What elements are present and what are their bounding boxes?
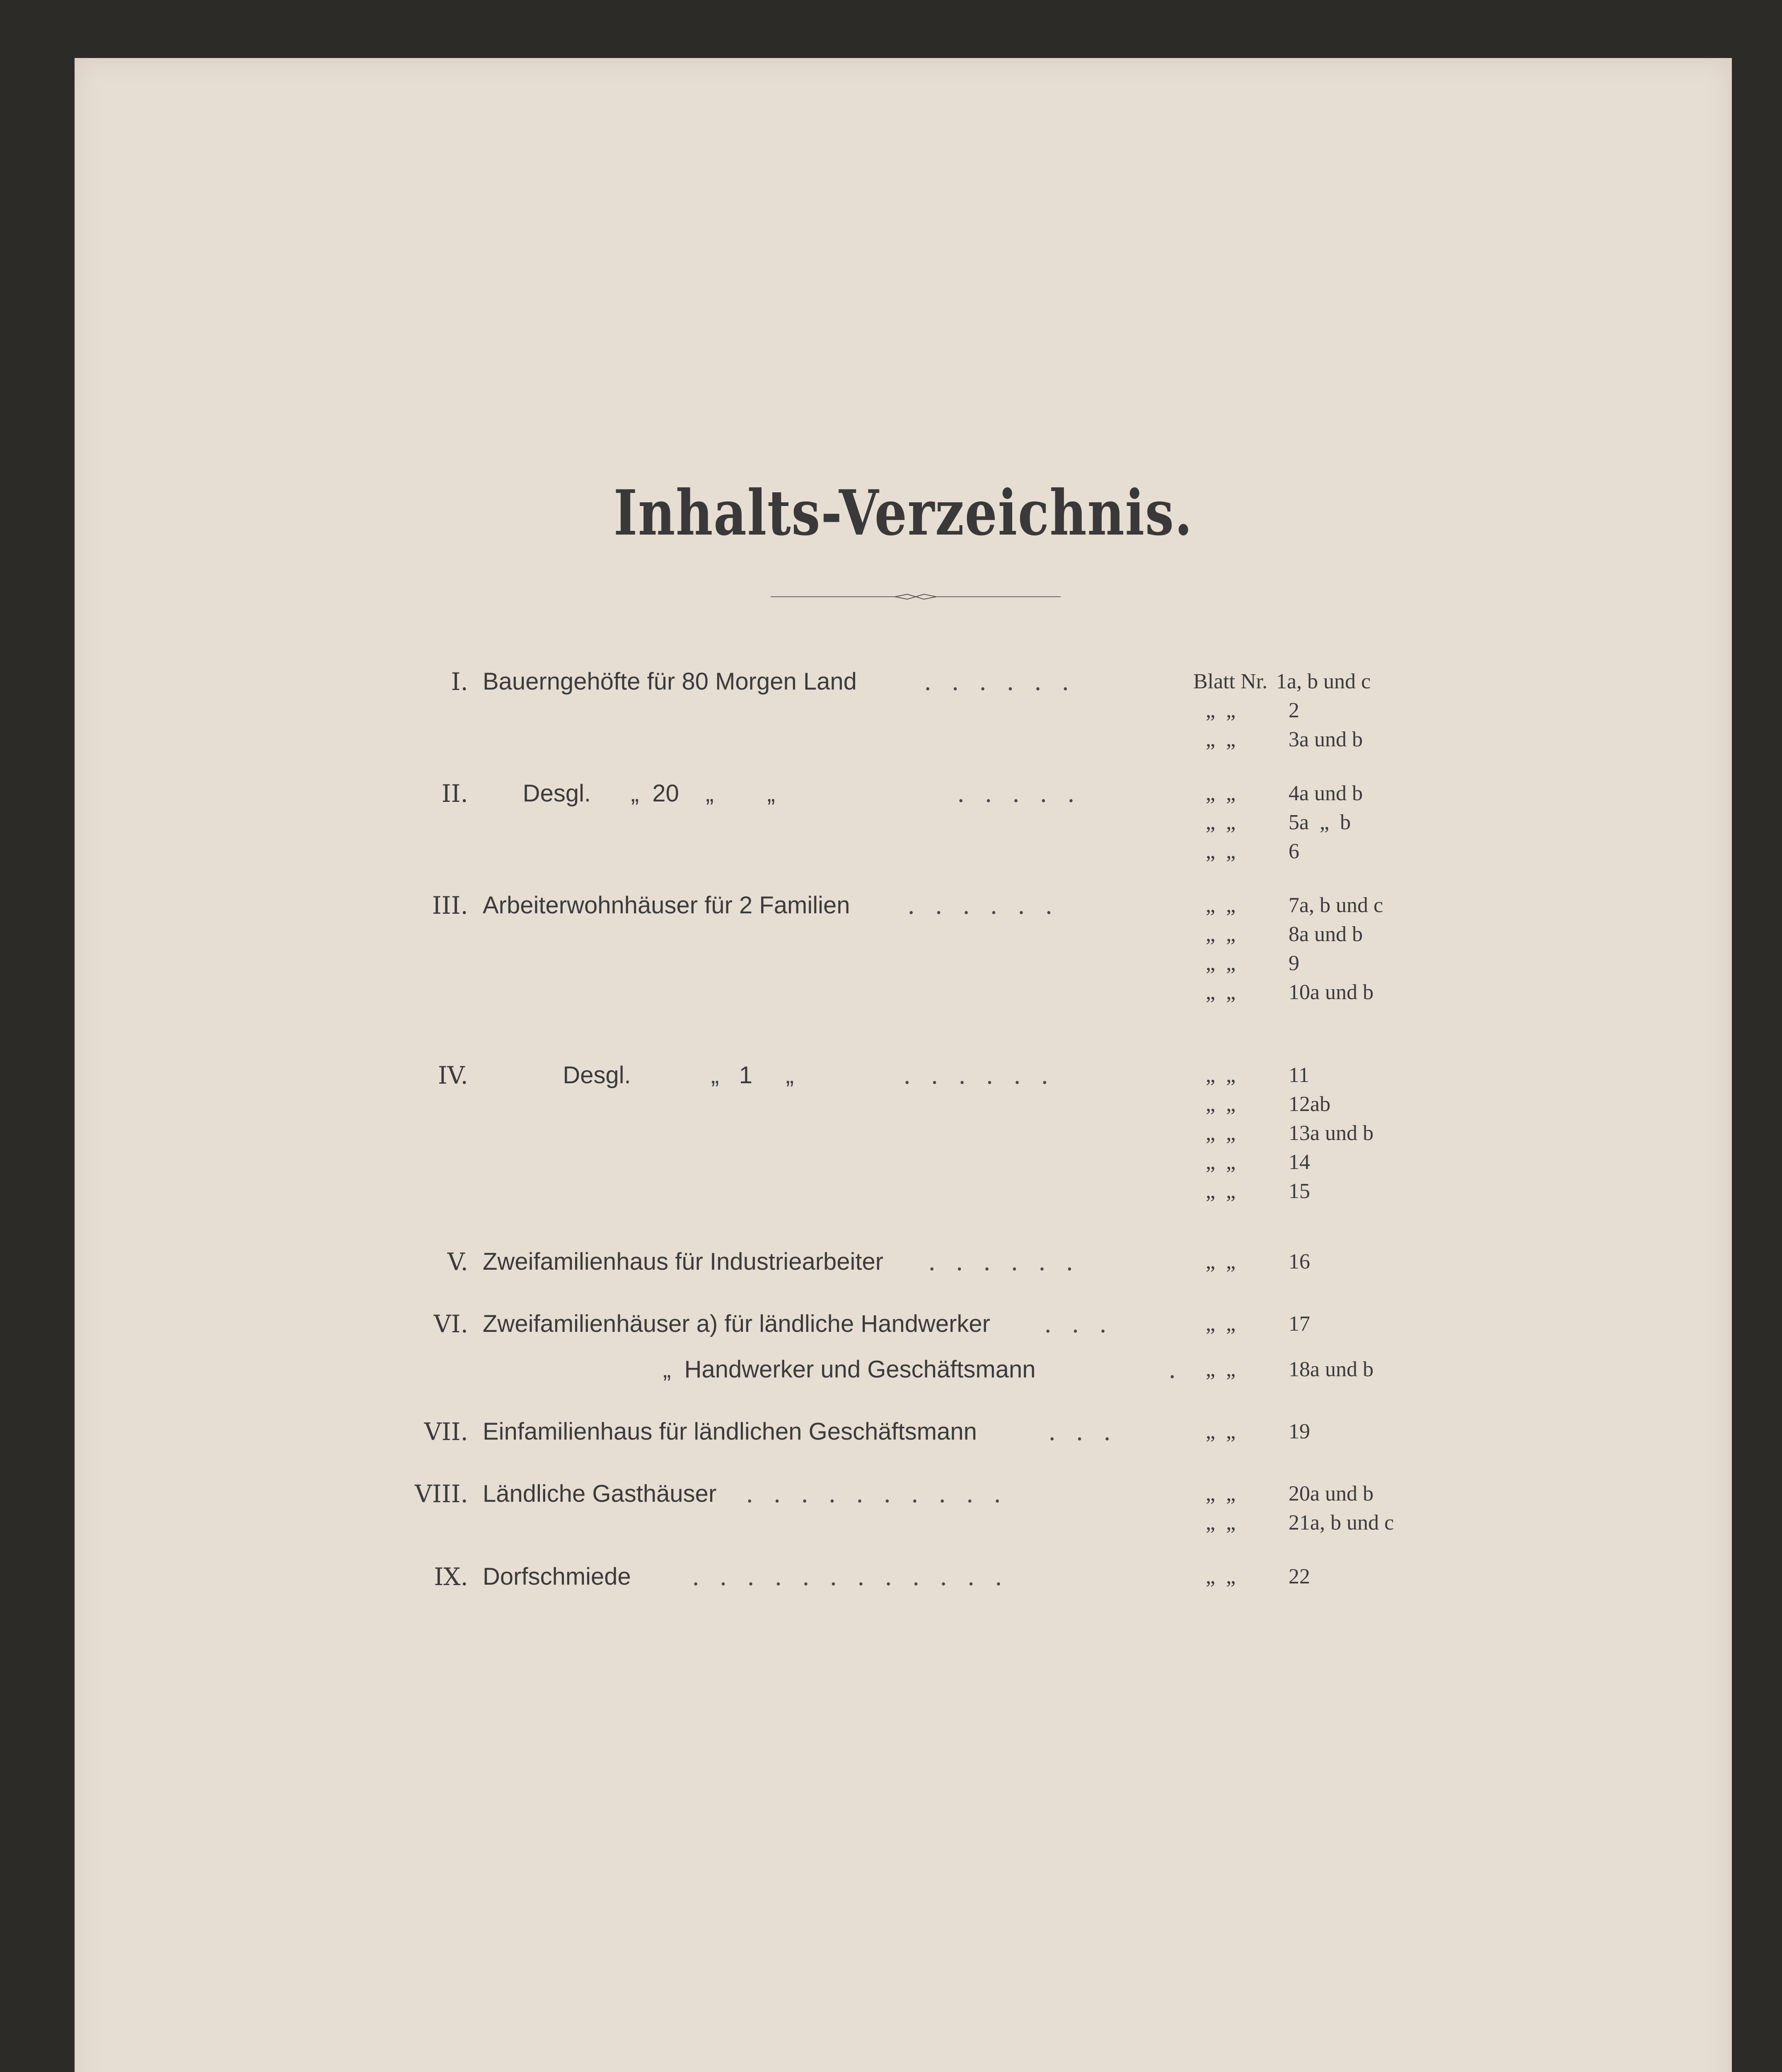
sheet-reference-prefix: Blatt Nr. bbox=[1193, 670, 1268, 693]
toc-numeral: VI. bbox=[433, 1310, 468, 1338]
sheet-reference-prefix: „ „ bbox=[1206, 1092, 1236, 1116]
sheet-reference-prefix: „ „ bbox=[1206, 1312, 1236, 1336]
sheet-reference-prefix: „ „ bbox=[1206, 951, 1236, 975]
sheet-reference-prefix: „ „ bbox=[1206, 980, 1236, 1004]
toc-numeral: II. bbox=[441, 779, 468, 808]
sheet-number: 12ab bbox=[1289, 1092, 1331, 1116]
sheet-number: 15 bbox=[1289, 1179, 1310, 1203]
sheet-reference bbox=[1193, 1508, 1566, 1537]
sheet-number: 9 bbox=[1289, 951, 1299, 975]
sheet-reference-prefix: „ „ bbox=[1206, 1179, 1236, 1203]
table-of-contents bbox=[75, 58, 1732, 2072]
sheet-number: 17 bbox=[1289, 1312, 1310, 1336]
sheet-reference-prefix: „ „ bbox=[1206, 728, 1236, 751]
toc-entry-title: Zweifamilienhäuser a) für ländliche Handwerker bbox=[483, 1310, 990, 1337]
sheet-reference bbox=[1193, 1562, 1566, 1591]
sheet-reference bbox=[1193, 1310, 1566, 1339]
sheet-reference bbox=[1193, 1148, 1566, 1177]
dot-leader: . bbox=[1168, 1356, 1196, 1384]
toc-numeral: III. bbox=[432, 891, 468, 920]
dot-leader: ..... bbox=[957, 779, 1095, 808]
sheet-reference-prefix: „ „ bbox=[1206, 1250, 1236, 1273]
sheet-reference bbox=[1193, 1355, 1566, 1384]
sheet-number: 22 bbox=[1289, 1565, 1310, 1588]
sheet-number: 8a und b bbox=[1289, 922, 1363, 946]
sheet-number: 2 bbox=[1289, 699, 1299, 722]
sheet-reference bbox=[1193, 725, 1566, 754]
sheet-reference bbox=[1193, 837, 1566, 866]
dot-leader: ... bbox=[1048, 1418, 1131, 1446]
toc-numeral: V. bbox=[447, 1248, 468, 1276]
sheet-number: 19 bbox=[1289, 1420, 1310, 1443]
toc-entry-title: Zweifamilienhaus für Industriearbeiter bbox=[483, 1248, 884, 1275]
toc-entry-title: Bauerngehöfte für 80 Morgen Land bbox=[483, 668, 857, 695]
toc-numeral: I. bbox=[451, 668, 468, 696]
dot-leader: ...... bbox=[924, 668, 1089, 696]
dot-leader: ...... bbox=[903, 1061, 1069, 1089]
sheet-reference-prefix: „ „ bbox=[1206, 811, 1236, 834]
sheet-reference bbox=[1193, 1479, 1566, 1508]
sheet-reference bbox=[1193, 1119, 1566, 1148]
sheet-reference bbox=[1193, 1417, 1566, 1446]
sheet-number: 21a, b und c bbox=[1289, 1511, 1394, 1535]
dot-leader: ............ bbox=[692, 1563, 1023, 1591]
sheet-reference-prefix: „ „ bbox=[1206, 1063, 1236, 1087]
toc-entry-title: Desgl. „ 1 „ bbox=[483, 1062, 794, 1089]
sheet-number: 11 bbox=[1289, 1063, 1310, 1087]
sheet-number: 3a und b bbox=[1289, 728, 1363, 751]
sheet-number: 13a und b bbox=[1289, 1121, 1374, 1145]
dot-leader: .......... bbox=[746, 1480, 1021, 1508]
sheet-number: 16 bbox=[1289, 1250, 1310, 1273]
sheet-number: 4a und b bbox=[1289, 782, 1363, 805]
toc-numeral: IV. bbox=[438, 1061, 468, 1089]
sheet-number: 7a, b und c bbox=[1289, 893, 1383, 917]
page-sheet bbox=[75, 58, 1732, 2072]
sheet-reference bbox=[1193, 920, 1566, 949]
sheet-number: 1a, b und c bbox=[1276, 670, 1371, 693]
sheet-number: 14 bbox=[1289, 1150, 1310, 1174]
sheet-reference-prefix: „ „ bbox=[1206, 1565, 1236, 1588]
page-title: Inhalts-Verzeichnis. bbox=[613, 477, 1193, 549]
sheet-reference-prefix: „ „ bbox=[1206, 1358, 1236, 1381]
sheet-reference bbox=[1193, 978, 1566, 1007]
sheet-number: 6 bbox=[1289, 840, 1299, 863]
sheet-reference-prefix: „ „ bbox=[1206, 840, 1236, 863]
sheet-reference bbox=[1193, 1090, 1566, 1119]
sheet-number: 10a und b bbox=[1289, 980, 1374, 1004]
sheet-reference-prefix: „ „ bbox=[1206, 1150, 1236, 1174]
sheet-reference-prefix: „ „ bbox=[1206, 699, 1236, 722]
toc-numeral: VII. bbox=[424, 1418, 468, 1446]
sheet-reference bbox=[1193, 891, 1566, 920]
toc-numeral: IX. bbox=[434, 1563, 468, 1591]
toc-entry-title: Dorfschmiede bbox=[483, 1563, 631, 1590]
sheet-reference bbox=[1193, 949, 1566, 978]
dot-leader: ... bbox=[1044, 1310, 1127, 1338]
toc-numeral: VIII. bbox=[414, 1480, 468, 1508]
dot-leader: ...... bbox=[928, 1248, 1093, 1276]
sheet-reference bbox=[1193, 696, 1566, 725]
toc-entry-title: Einfamilienhaus für ländlichen Geschäftsmann bbox=[483, 1418, 977, 1445]
sheet-reference-prefix: „ „ bbox=[1206, 1511, 1236, 1535]
sheet-number: 20a und b bbox=[1289, 1482, 1374, 1506]
sheet-number: 5a „ b bbox=[1289, 811, 1351, 834]
sheet-reference-prefix: „ „ bbox=[1206, 922, 1236, 946]
sheet-reference-prefix: „ „ bbox=[1206, 1482, 1236, 1506]
sheet-reference bbox=[1193, 1177, 1566, 1206]
sheet-reference bbox=[1193, 1061, 1566, 1090]
toc-entry-title: Ländliche Gasthäuser bbox=[483, 1480, 717, 1507]
sheet-reference-prefix: „ „ bbox=[1206, 1420, 1236, 1443]
toc-entry-title: Desgl. „ 20 „ „ bbox=[483, 780, 775, 807]
sheet-number: 18a und b bbox=[1289, 1358, 1374, 1381]
sheet-reference-prefix: „ „ bbox=[1206, 893, 1236, 917]
sheet-reference-prefix: „ „ bbox=[1206, 1121, 1236, 1145]
sheet-reference-prefix: „ „ bbox=[1206, 782, 1236, 805]
sheet-reference bbox=[1193, 808, 1566, 837]
toc-entry-title: „ Handwerker und Geschäftsmann bbox=[483, 1356, 1036, 1383]
toc-entry-title: Arbeiterwohnhäuser für 2 Familien bbox=[483, 892, 850, 919]
sheet-reference bbox=[1193, 1247, 1566, 1276]
dot-leader: ...... bbox=[907, 891, 1073, 920]
sheet-reference bbox=[1193, 667, 1566, 696]
sheet-reference bbox=[1193, 779, 1566, 808]
